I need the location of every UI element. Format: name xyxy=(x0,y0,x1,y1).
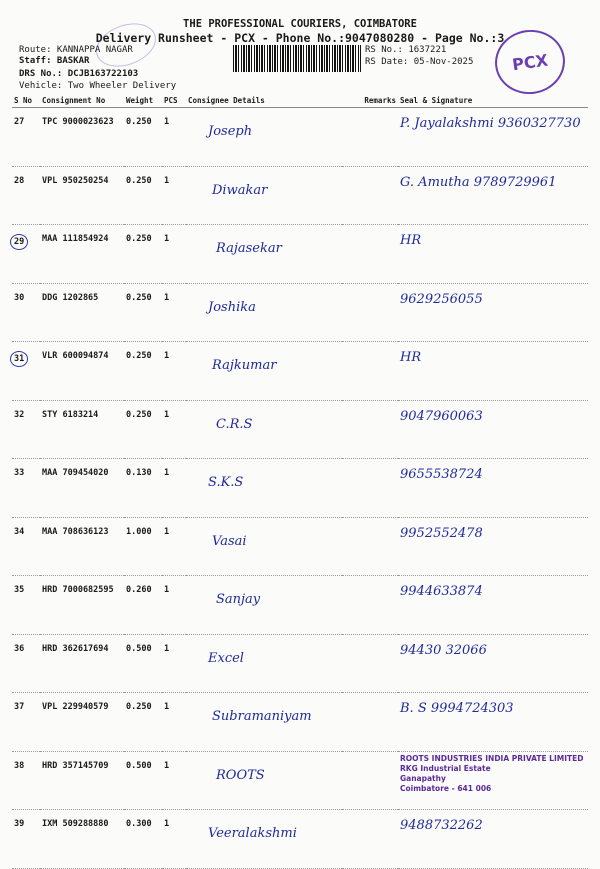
signature: P. Jayalakshmi 9360327730 xyxy=(400,116,581,131)
signature: HR xyxy=(400,350,422,365)
cell-consignment: MAA 111854924 xyxy=(40,225,124,284)
row-sno: 28 xyxy=(14,175,25,186)
cell-pcs: 1 xyxy=(162,693,186,752)
consignee-name: C.R.S xyxy=(216,416,253,432)
cell-signature xyxy=(398,400,588,459)
cell-consignee xyxy=(186,283,342,342)
row-sno: 36 xyxy=(14,643,25,654)
cell-consignee xyxy=(186,634,342,693)
barcode xyxy=(233,45,361,72)
cell-pcs: 1 xyxy=(162,517,186,576)
table-row xyxy=(12,400,588,459)
table-row xyxy=(12,517,588,576)
cell-pcs: 1 xyxy=(162,810,186,869)
cell-sno xyxy=(12,400,40,459)
cell-signature xyxy=(398,517,588,576)
cell-weight: 1.000 xyxy=(124,517,162,576)
cell-weight: 0.500 xyxy=(124,634,162,693)
signature: HR xyxy=(400,233,422,248)
rs-number: RS No.: 1637221 xyxy=(365,45,447,55)
consignee-name: Joseph xyxy=(208,124,253,139)
cell-signature xyxy=(398,576,588,635)
cell-pcs: 1 xyxy=(162,751,186,810)
runsheet-subtitle: Delivery Runsheet - PCX - Phone No.:9047080280 - Page No.:3 xyxy=(95,31,505,45)
cell-signature xyxy=(398,751,588,810)
drs-info: DRS No.: DCJB163722103 xyxy=(19,69,139,79)
cell-sno xyxy=(12,459,40,518)
cell-signature xyxy=(398,283,588,342)
cell-sno xyxy=(12,810,40,869)
cell-signature xyxy=(398,634,588,693)
row-sno: 27 xyxy=(14,117,25,127)
table-row xyxy=(12,459,588,518)
signature: 9629256055 xyxy=(400,291,483,307)
circled-number: 31 xyxy=(10,351,28,367)
cell-consignment: VPL 950250254 xyxy=(40,166,124,225)
seal-line: RKG Industrial Estate xyxy=(400,763,491,773)
signature: 9655538724 xyxy=(400,467,483,482)
cell-consignment: HRD 7000682595 xyxy=(40,576,124,635)
cell-consignee xyxy=(186,459,342,518)
cell-consignee xyxy=(186,400,342,459)
cell-sno xyxy=(12,283,40,342)
cell-consignee xyxy=(186,576,342,635)
cell-signature xyxy=(398,342,588,401)
cell-sno xyxy=(12,166,40,225)
consignee-name: Rajkumar xyxy=(212,358,277,373)
route-info: Route: KANNAPPA NAGAR xyxy=(19,45,133,55)
cell-consignment: IXM 509288880 xyxy=(40,810,124,869)
cell-consignment: DDG 1202865 xyxy=(40,283,124,342)
cell-pcs: 1 xyxy=(162,225,186,284)
cell-weight: 0.250 xyxy=(124,166,162,225)
cell-weight: 0.250 xyxy=(124,342,162,401)
cell-consignment: TPC 9000023623 xyxy=(40,108,124,167)
cell-pcs: 1 xyxy=(162,576,186,635)
cell-sno xyxy=(12,751,40,810)
consignee-name: S.K.S xyxy=(208,475,244,490)
cell-signature xyxy=(398,693,588,752)
cell-weight: 0.250 xyxy=(124,400,162,459)
row-sno: 39 xyxy=(14,819,25,829)
cell-consignee xyxy=(186,108,342,167)
cell-consignee xyxy=(186,810,342,869)
consignee-name: Joshika xyxy=(208,299,256,315)
signature: G. Amutha 9789729961 xyxy=(400,174,557,190)
cell-sno xyxy=(12,108,40,167)
signature: 9488732262 xyxy=(400,818,483,833)
cell-signature xyxy=(398,810,588,869)
cell-weight: 0.130 xyxy=(124,459,162,518)
cell-weight: 0.260 xyxy=(124,576,162,635)
circled-number: 29 xyxy=(10,234,28,250)
cell-signature xyxy=(398,166,588,225)
cell-consignment: VPL 229940579 xyxy=(40,693,124,752)
cell-consignee xyxy=(186,517,342,576)
table-row xyxy=(12,634,588,693)
cell-remarks xyxy=(342,576,398,635)
consignee-name: Excel xyxy=(208,650,244,666)
cell-signature xyxy=(398,108,588,167)
col-signature: Seal & Signature xyxy=(398,93,588,108)
cell-consignee xyxy=(186,166,342,225)
table-row xyxy=(12,751,588,810)
company-title: THE PROFESSIONAL COURIERS, COIMBATORE xyxy=(183,18,417,30)
signature: 9047960063 xyxy=(400,408,483,424)
cell-pcs: 1 xyxy=(162,400,186,459)
cell-consignee xyxy=(186,693,342,752)
col-sno: S No xyxy=(12,93,40,108)
consignee-name: Rajasekar xyxy=(216,241,282,256)
cell-remarks xyxy=(342,751,398,810)
cell-consignee xyxy=(186,342,342,401)
cell-signature xyxy=(398,459,588,518)
cell-pcs: 1 xyxy=(162,634,186,693)
cell-pcs: 1 xyxy=(162,459,186,518)
cell-consignment: VLR 600094874 xyxy=(40,342,124,401)
cell-remarks xyxy=(342,108,398,167)
cell-pcs: 1 xyxy=(162,166,186,225)
cell-signature xyxy=(398,225,588,284)
cell-remarks xyxy=(342,634,398,693)
cell-remarks xyxy=(342,693,398,752)
cell-sno xyxy=(12,517,40,576)
cell-weight: 0.250 xyxy=(124,225,162,284)
cell-sno xyxy=(12,225,40,284)
row-sno: 34 xyxy=(14,526,25,537)
consignee-name: Diwakar xyxy=(212,182,268,198)
cell-consignment: MAA 709454020 xyxy=(40,459,124,518)
cell-remarks xyxy=(342,459,398,518)
seal-line: Coimbatore - 641 006 xyxy=(400,783,492,793)
seal-line: ROOTS INDUSTRIES INDIA PRIVATE LIMITED xyxy=(400,753,584,763)
cell-weight: 0.250 xyxy=(124,283,162,342)
cell-remarks xyxy=(342,283,398,342)
table-row xyxy=(12,283,588,342)
cell-consignee xyxy=(186,751,342,810)
cell-consignment: HRD 357145709 xyxy=(40,751,124,810)
cell-sno xyxy=(12,576,40,635)
staff-info: Staff: BASKAR xyxy=(19,56,90,66)
row-sno: 35 xyxy=(14,585,25,595)
cell-consignment: HRD 362617694 xyxy=(40,634,124,693)
cell-weight: 0.500 xyxy=(124,751,162,810)
cell-sno xyxy=(12,693,40,752)
cell-sno xyxy=(12,634,40,693)
company-seal xyxy=(400,754,586,794)
consignee-name: Subramaniyam xyxy=(212,709,312,724)
row-sno: 38 xyxy=(14,760,25,771)
cell-remarks xyxy=(342,342,398,401)
cell-weight: 0.250 xyxy=(124,108,162,167)
col-consignee: Consignee Details xyxy=(186,93,342,108)
consignee-name: Sanjay xyxy=(216,592,261,607)
cell-pcs: 1 xyxy=(162,108,186,167)
table-row xyxy=(12,693,588,752)
table-row xyxy=(12,576,588,635)
cell-remarks xyxy=(342,517,398,576)
signature: 94430 32066 xyxy=(400,642,487,658)
cell-sno xyxy=(12,342,40,401)
cell-weight: 0.300 xyxy=(124,810,162,869)
row-sno: 32 xyxy=(14,409,25,420)
cell-consignment: MAA 708636123 xyxy=(40,517,124,576)
row-sno: 30 xyxy=(14,292,25,303)
consignee-name: Veeralakshmi xyxy=(208,826,297,841)
rs-date: RS Date: 05-Nov-2025 xyxy=(365,57,474,67)
cell-consignment: STY 6183214 xyxy=(40,400,124,459)
col-pcs: PCS xyxy=(162,93,186,108)
cell-remarks xyxy=(342,400,398,459)
signature: B. S 9994724303 xyxy=(400,701,514,716)
signature: 9944633874 xyxy=(400,584,483,599)
cell-remarks xyxy=(342,810,398,869)
cell-pcs: 1 xyxy=(162,342,186,401)
table-row xyxy=(12,810,588,869)
cell-remarks xyxy=(342,225,398,284)
table-row xyxy=(12,342,588,401)
cell-consignee xyxy=(186,225,342,284)
col-remarks: Remarks xyxy=(342,93,398,108)
cell-pcs: 1 xyxy=(162,283,186,342)
row-sno: 37 xyxy=(14,702,25,712)
runsheet-table xyxy=(12,93,588,869)
row-sno: 33 xyxy=(14,468,25,478)
col-consignment: Consignment No xyxy=(40,93,124,108)
table-row xyxy=(12,225,588,284)
vehicle-info: Vehicle: Two Wheeler Delivery xyxy=(19,81,177,91)
consignee-name: ROOTS xyxy=(216,767,265,783)
cell-remarks xyxy=(342,166,398,225)
table-header xyxy=(12,93,588,108)
seal-line: Ganapathy xyxy=(400,773,446,783)
col-weight: Weight xyxy=(124,93,162,108)
pcx-stamp: PCX xyxy=(491,25,569,98)
table-row xyxy=(12,166,588,225)
table-row xyxy=(12,108,588,167)
signature: 9952552478 xyxy=(400,525,483,541)
cell-weight: 0.250 xyxy=(124,693,162,752)
consignee-name: Vasai xyxy=(212,533,247,549)
